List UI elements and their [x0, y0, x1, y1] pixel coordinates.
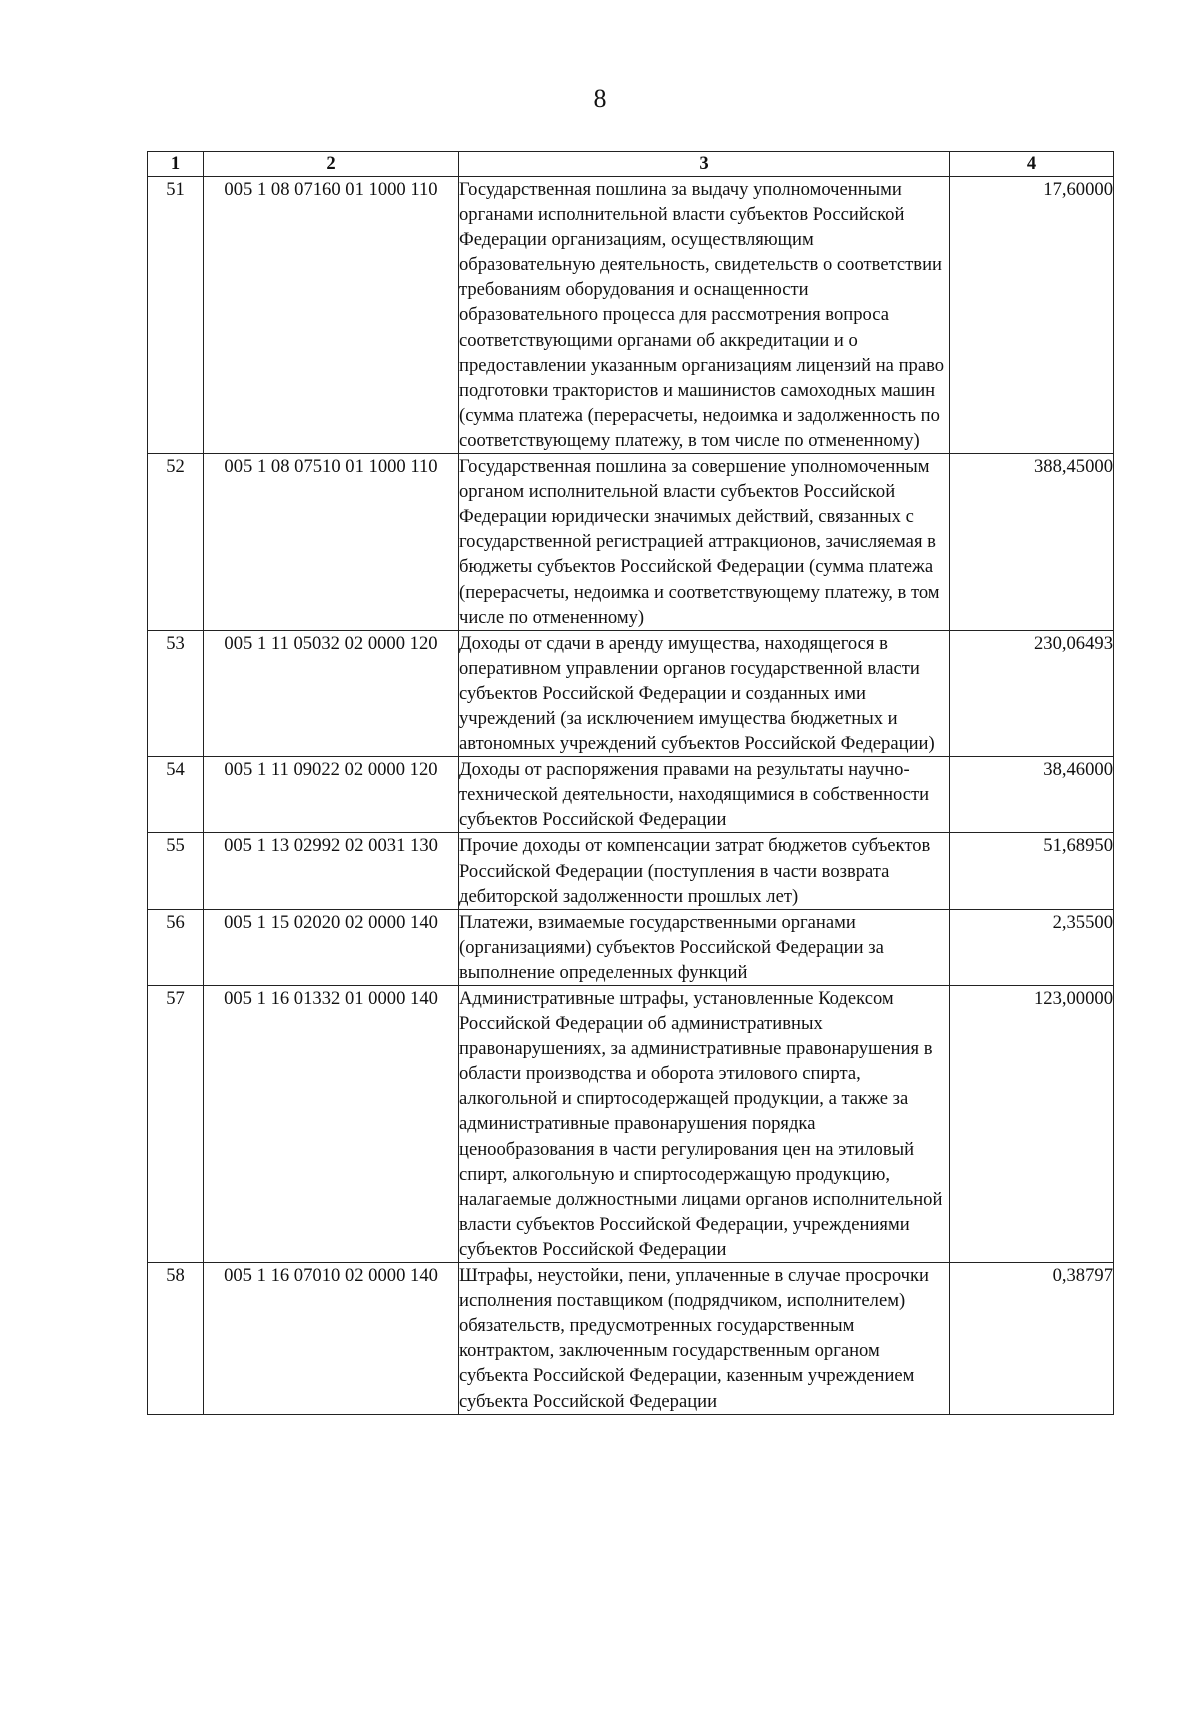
amount-value: 123,00000: [950, 986, 1114, 1263]
header-row: [148, 152, 1114, 177]
row-number: 51: [148, 177, 204, 454]
budget-code: 005 1 16 07010 02 0000 140: [204, 1263, 459, 1415]
row-number: 54: [148, 757, 204, 833]
row-number: 58: [148, 1263, 204, 1415]
revenue-description: Доходы от сдачи в аренду имущества, находящегося в оперативном управлении органов государственной власти субъектов Российской Федерации и созданных ими учреждений (за исключением имущества бюджетных и автономных учреждений субъектов Российской Федерации): [459, 630, 950, 756]
row-number: 55: [148, 833, 204, 909]
row-number: 56: [148, 909, 204, 985]
amount-value: 2,35500: [950, 909, 1114, 985]
table-row: [148, 909, 1114, 985]
amount-value: 0,38797: [950, 1263, 1114, 1415]
budget-code: 005 1 11 05032 02 0000 120: [204, 630, 459, 756]
budget-code: 005 1 11 09022 02 0000 120: [204, 757, 459, 833]
budget-code: 005 1 16 01332 01 0000 140: [204, 986, 459, 1263]
budget-code: 005 1 15 02020 02 0000 140: [204, 909, 459, 985]
column-header-4: 4: [950, 152, 1114, 177]
revenue-description: Государственная пошлина за совершение уполномоченным органом исполнительной власти субъектов Российской Федерации юридически значимых действий, связанных с государственной регистрацией аттракционов, зачисляемая в бюджеты субъектов Российской Федерации (сумма платежа (перерасчеты, недоимка и соответствующему платежу, в том числе по отмененному): [459, 454, 950, 631]
row-number: 57: [148, 986, 204, 1263]
revenue-description: Административные штрафы, установленные Кодексом Российской Федерации об административных правонарушениях, за административные правонарушения в области производства и оборота этилового спирта, алкогольной и спиртосодержащей продукции, а также за административные правонарушения порядка ценообразования в части регулирования цен на этиловый спирт, алкогольную и спиртосодержащую продукцию, налагаемые должностными лицами органов исполнительной власти субъектов Российской Федерации, учреждениями субъектов Российской Федерации: [459, 986, 950, 1263]
page-number: 8: [593, 84, 607, 113]
table-row: [148, 1263, 1114, 1415]
table-row: [148, 833, 1114, 909]
revenue-description: Государственная пошлина за выдачу уполномоченными органами исполнительной власти субъектов Российской Федерации организациям, осуществляющим образовательную деятельность, свидетельств о соответствии требованиям оборудования и оснащенности образовательного процесса для рассмотрения вопроса соответствующими органами об аккредитации и о предоставлении указанным организациям лицензий на право подготовки трактористов и машинистов самоходных машин (сумма платежа (перерасчеты, недоимка и задолженность по соответствующему платежу, в том числе по отмененному): [459, 177, 950, 454]
row-number: 53: [148, 630, 204, 756]
table-row: [148, 630, 1114, 756]
table-row: [148, 757, 1114, 833]
revenue-table: [147, 151, 1114, 1415]
revenue-description: Платежи, взимаемые государственными органами (организациями) субъектов Российской Федерации за выполнение определенных функций: [459, 909, 950, 985]
budget-code: 005 1 08 07510 01 1000 110: [204, 454, 459, 631]
amount-value: 17,60000: [950, 177, 1114, 454]
budget-code: 005 1 08 07160 01 1000 110: [204, 177, 459, 454]
table-row: [148, 177, 1114, 454]
amount-value: 51,68950: [950, 833, 1114, 909]
column-header-3: 3: [459, 152, 950, 177]
row-number: 52: [148, 454, 204, 631]
column-header-1: 1: [148, 152, 204, 177]
revenue-description: Штрафы, неустойки, пени, уплаченные в случае просрочки исполнения поставщиком (подрядчиком, исполнителем) обязательств, предусмотренных государственным контрактом, заключенным государственным органом субъекта Российской Федерации, казенным учреждением субъекта Российской Федерации: [459, 1263, 950, 1415]
revenue-description: Доходы от распоряжения правами на результаты научно-технической деятельности, находящимися в собственности субъектов Российской Федерации: [459, 757, 950, 833]
budget-code: 005 1 13 02992 02 0031 130: [204, 833, 459, 909]
amount-value: 38,46000: [950, 757, 1114, 833]
table-row: [148, 454, 1114, 631]
column-header-2: 2: [204, 152, 459, 177]
table-row: [148, 986, 1114, 1263]
revenue-description: Прочие доходы от компенсации затрат бюджетов субъектов Российской Федерации (поступления в части возврата дебиторской задолженности прошлых лет): [459, 833, 950, 909]
amount-value: 230,06493: [950, 630, 1114, 756]
amount-value: 388,45000: [950, 454, 1114, 631]
